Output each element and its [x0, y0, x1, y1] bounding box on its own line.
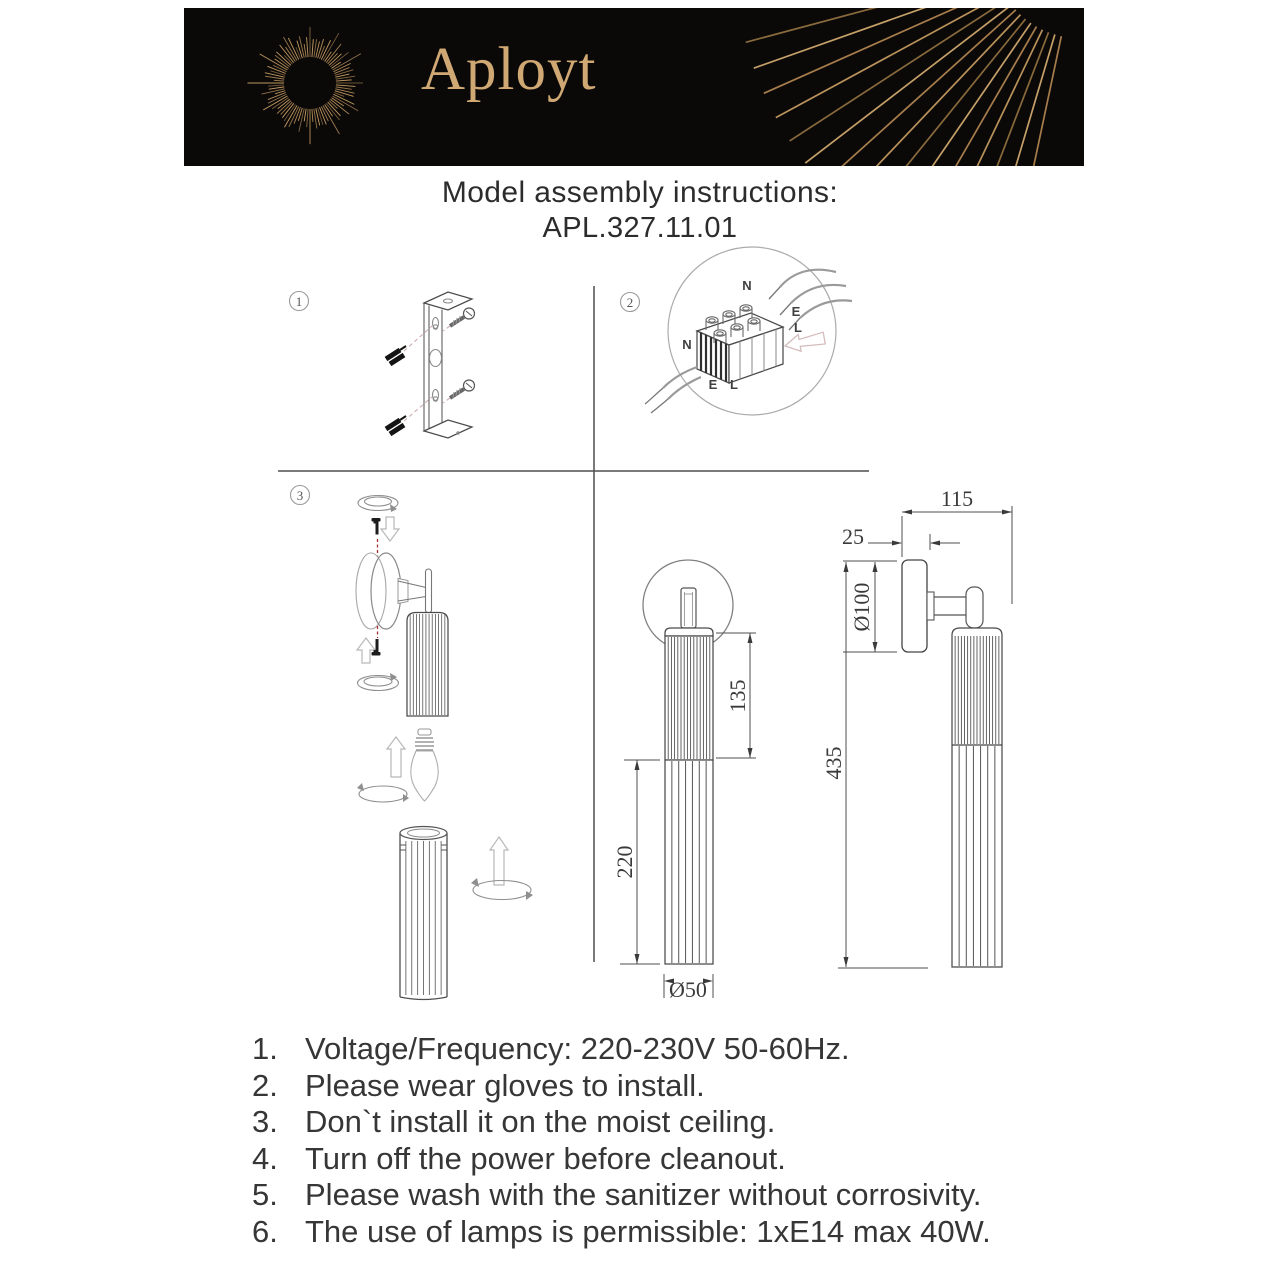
- dim-label-25: 25: [842, 524, 864, 549]
- rotation-ring: [357, 783, 409, 802]
- dim-label-diameter-100: Ø100: [849, 582, 874, 632]
- instruction-list: [252, 1031, 1082, 1251]
- item-number: 2.: [252, 1067, 278, 1103]
- mounting-screw: [450, 380, 475, 398]
- step3-number: 3: [296, 488, 304, 503]
- shade-outline: [665, 628, 713, 964]
- brand-wordmark: Aployt: [421, 36, 597, 103]
- direction-arrow: [783, 330, 825, 354]
- step1-diagram: [290, 292, 475, 439]
- locking-ring: [358, 673, 399, 691]
- dim-25: [842, 524, 960, 550]
- item-number: 6.: [252, 1213, 278, 1249]
- divider-lines: [278, 286, 869, 962]
- step3-diagram: [291, 486, 534, 1000]
- mounting-arm: [398, 569, 432, 613]
- leader-lines: [404, 326, 450, 421]
- down-arrow-icon: [381, 517, 399, 541]
- item-number: 5.: [252, 1177, 278, 1213]
- item-text: The use of lamps is permissible: 1xE14 max 40W.: [305, 1213, 991, 1249]
- step2-badge: [621, 293, 640, 312]
- step1-number: 1: [295, 294, 303, 309]
- wire-label-n-left: N: [682, 337, 692, 352]
- item-text: Turn off the power before cleanout.: [305, 1140, 786, 1176]
- dim-diameter-100: [843, 561, 897, 652]
- wall-anchor: [386, 346, 406, 364]
- dim-label-220: 220: [612, 845, 637, 879]
- lower-diffuser: [400, 827, 447, 1000]
- upper-shade: [407, 613, 448, 717]
- dim-label-435: 435: [821, 746, 846, 780]
- wall-plate: [902, 560, 934, 652]
- step3-badge: [291, 486, 310, 505]
- page-title: Model assembly instructions:: [441, 176, 839, 209]
- wire-label-e-right: E: [791, 304, 801, 319]
- socket-knob: [681, 588, 696, 628]
- shade-outline: [952, 628, 1002, 967]
- item-number: 4.: [252, 1140, 278, 1176]
- wall-anchor: [386, 416, 406, 434]
- item-text: Please wear gloves to install.: [305, 1067, 705, 1103]
- side-view: [821, 486, 1012, 968]
- wall-plate-disc: [356, 553, 401, 629]
- model-code: APL.327.11.01: [542, 212, 738, 244]
- up-arrow-icon: [387, 737, 405, 777]
- mounting-screw: [450, 308, 475, 326]
- instruction-item: [252, 1068, 1082, 1105]
- dim-diameter-50: [664, 974, 713, 1002]
- step2-diagram: [621, 247, 853, 415]
- up-arrow-icon: [357, 638, 375, 663]
- locking-ring: [358, 496, 398, 513]
- mounting-arm: [934, 587, 983, 628]
- instruction-item: [252, 1104, 1082, 1141]
- item-number: 1.: [252, 1031, 278, 1066]
- dim-label-135: 135: [725, 679, 750, 713]
- item-text: Don`t install it on the moist ceiling.: [305, 1104, 776, 1140]
- item-number: 3.: [252, 1104, 278, 1140]
- step1-badge: [290, 292, 309, 311]
- wire-label-e-bottom: E: [708, 377, 718, 392]
- instruction-item: [252, 1177, 1082, 1214]
- wire-label-l-right: L: [794, 320, 802, 335]
- supply-wires: [769, 270, 852, 330]
- step2-number: 2: [626, 295, 634, 310]
- set-screw: [372, 518, 381, 535]
- dim-135: [716, 633, 756, 758]
- dim-220: [612, 760, 660, 964]
- front-view: [612, 560, 756, 1002]
- item-text: Voltage/Frequency: 220-230V 50-60Hz.: [305, 1031, 850, 1066]
- dim-label-diameter-50: Ø50: [669, 977, 707, 1002]
- dim-label-115: 115: [940, 486, 974, 511]
- wire-label-l-bottom: L: [730, 377, 738, 392]
- lamp-bulb: [411, 729, 438, 801]
- instruction-item: [252, 1141, 1082, 1178]
- wire-label-n-top: N: [742, 278, 752, 293]
- instruction-item: [252, 1031, 1082, 1068]
- up-arrow-icon: [490, 837, 508, 885]
- instruction-item: [252, 1214, 1082, 1251]
- item-text: Please wash with the sanitizer without corrosivity.: [305, 1177, 982, 1213]
